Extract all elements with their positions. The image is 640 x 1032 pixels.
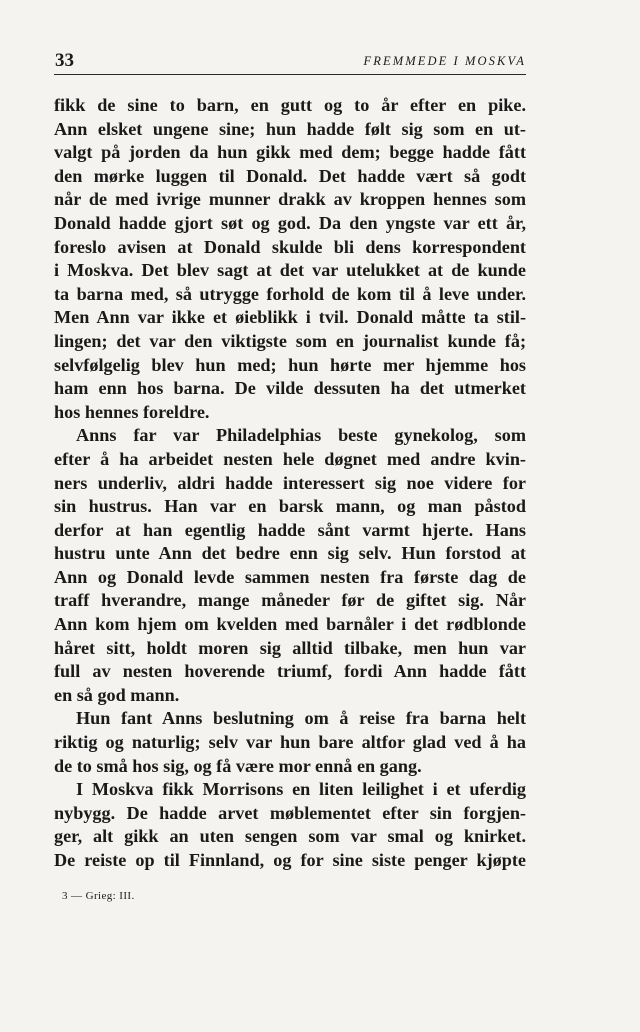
text-line: hos hennes foreldre.: [54, 401, 210, 422]
text-line: fikk de sine to barn, en gutt og to år efter en pike.: [54, 95, 526, 115]
text-line: De reiste op til Finnland, og for sine siste penger kjøpte: [54, 850, 526, 870]
text-line: håret sitt, holdt moren sig alltid tilbake, men hun var: [54, 637, 526, 658]
text-line: derfor at han egentlig hadde sånt varmt hjerte. Hans: [54, 519, 526, 540]
text-line: en så god mann.: [54, 684, 180, 705]
text-line: ger, alt gikk an uten sengen som var smal og knirket.: [54, 826, 526, 847]
text-line: når de med ivrige munner drakk av kroppen hennes som: [54, 189, 526, 210]
text-line: hustru unte Ann det bedre enn sig selv. Hun forstod at: [54, 543, 526, 564]
text-line: Ann kom hjem om kvelden med barnåler i det rødblonde: [54, 614, 526, 635]
text-line: Ann elsket ungene sine; hun hadde følt sig som en ut-: [54, 118, 526, 139]
paragraph: [54, 94, 526, 424]
text-line: lingen; det var den viktigste som en journalist kunde få;: [54, 330, 526, 351]
text-line: nybygg. De hadde arvet møblementet efter sin forgjen-: [54, 802, 526, 823]
page-number: 33: [55, 50, 74, 71]
running-title: FREMMEDE I MOSKVA: [363, 54, 526, 68]
text-line: Men Ann var ikke et øieblikk i tvil. Donald måtte ta stil-: [54, 307, 526, 328]
text-line: efter å ha arbeidet nesten hele døgnet med andre kvin-: [54, 448, 526, 469]
text-line: ta barna med, så utrygge forhold de kom til å leve under.: [54, 283, 526, 304]
text-line: de to små hos sig, og få være mor ennå en gang.: [54, 755, 422, 776]
text-line: selvfølgelig blev hun med; hun hørte mer hjemme hos: [54, 354, 526, 375]
page-header: [54, 50, 526, 75]
paragraph: [54, 424, 526, 707]
paragraph: [54, 707, 526, 778]
text-line: i Moskva. Det blev sagt at det var utelukket at de kunde: [54, 260, 526, 281]
text-line: den mørke luggen til Donald. Det hadde vært så godt: [54, 165, 526, 186]
text-line: valgt på jorden da hun gikk med dem; begge hadde fått: [54, 142, 526, 163]
text-line: sin hustrus. Han var en barsk mann, og man påstod: [54, 496, 526, 517]
text-line: traff hverandre, mange måneder før de giftet sig. Når: [54, 590, 526, 611]
text-line: Ann og Donald levde sammen nesten fra første dag de: [54, 566, 526, 587]
text-line: Donald hadde gjort søt og god. Da den yngste var ett år,: [54, 212, 526, 233]
signature-mark: 3 — Grieg: III.: [62, 890, 135, 902]
paragraph: [54, 778, 526, 872]
text-line: ham enn hos barna. De vilde dessuten ha det utmerket: [54, 378, 526, 399]
text-line: full av nesten hoverende triumf, fordi Ann hadde fått: [54, 661, 526, 682]
text-line: foreslo avisen at Donald skulde bli dens korrespondent: [54, 236, 526, 257]
text-line: I Moskva fikk Morrisons en liten leilighet i et uferdig: [76, 779, 526, 800]
body-text: [54, 94, 526, 873]
text-line: Hun fant Anns beslutning om å reise fra barna helt: [76, 708, 526, 729]
text-line: Anns far var Philadelphias beste gynekolog, som: [76, 425, 526, 446]
text-line: ners underliv, aldri hadde interessert sig noe videre for: [54, 472, 526, 493]
text-line: riktig og naturlig; selv var hun bare altfor glad ved å ha: [54, 732, 526, 753]
